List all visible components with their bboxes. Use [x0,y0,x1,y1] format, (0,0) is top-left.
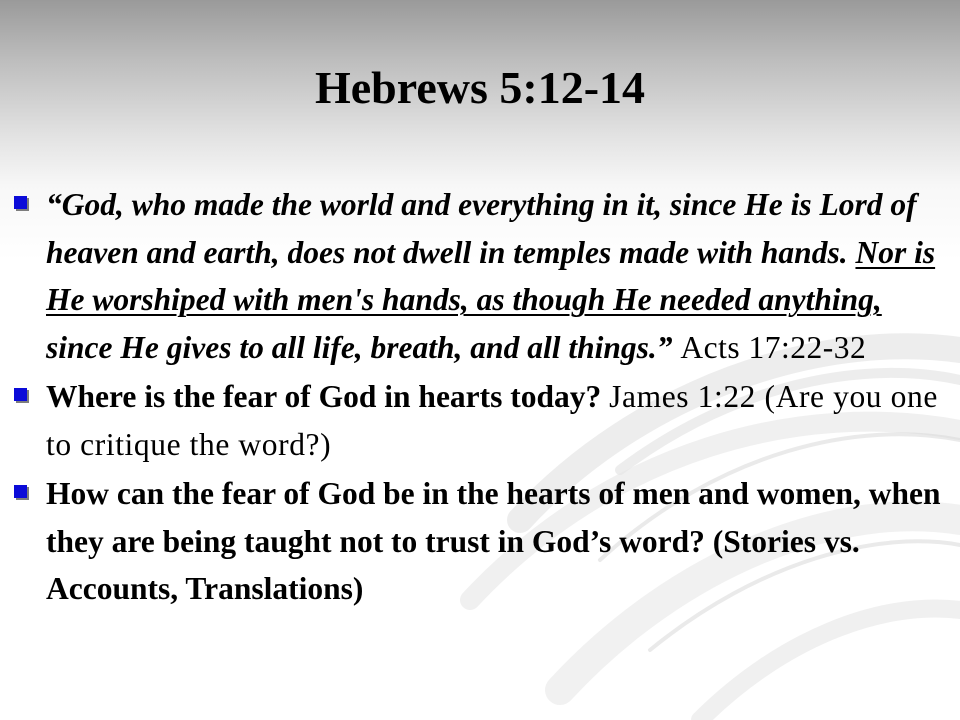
square-bullet-icon [14,196,27,209]
bullet-item-hearts-of-men [8,470,943,613]
bullet-item-acts-quote [8,181,943,371]
james-reference-text: James 1:22 (Are you one to critique the word?) [46,379,938,462]
bullet-item-fear-of-god [8,373,943,468]
square-bullet-icon [14,485,27,498]
square-bullet-icon [14,388,27,401]
bullet-list [8,181,943,615]
quote-text-underlined: Nor is He worshiped with men's hands, as though He needed anything, [46,234,936,317]
scripture-reference: Acts 17:22-32 [680,329,867,365]
question-text: Where is the fear of God in hearts today? [46,379,610,414]
slide-title: Hebrews 5:12-14 [314,62,646,113]
quote-text-part-2: since He gives to all life, breath, and all things.” [46,329,681,365]
quote-text-part-1: “God, who made the world and everything in it, since He is Lord of heaven and earth, does not dwell in temples made with hands. [46,187,917,270]
hearts-question-text: How can the fear of God be in the hearts of men and women, when they are being taught not to trust in God’s word? (Stories vs. Accounts, Translations) [46,476,941,606]
